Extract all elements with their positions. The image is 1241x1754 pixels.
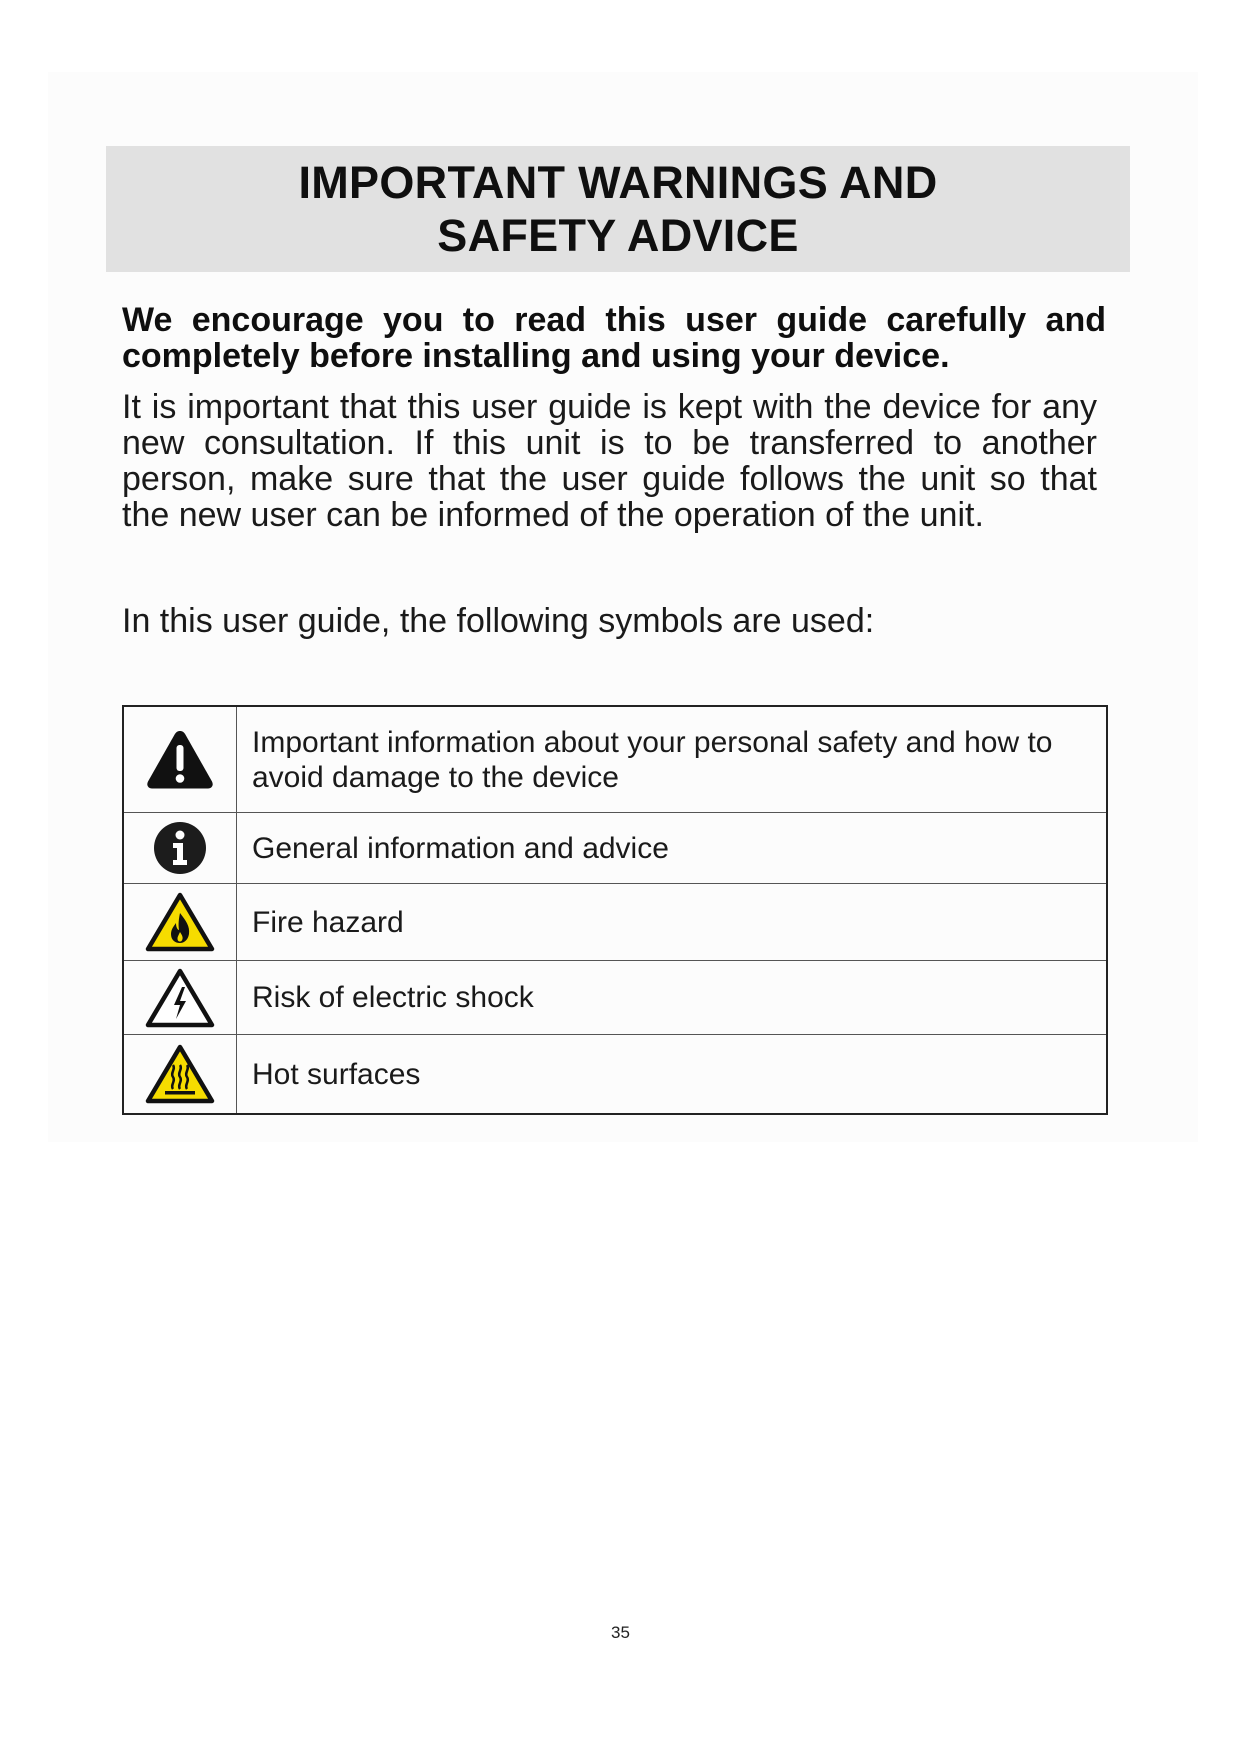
symbols-intro-text: In this user guide, the following symbols are used: [122,602,875,640]
table-row [123,706,1107,813]
symbols-table [122,705,1108,1115]
fire-hazard-icon [145,891,215,953]
info-icon [152,820,208,876]
title-banner [106,146,1130,272]
body-paragraph: It is important that this user guide is kept with the device for any new consultation. If this unit is to be transferred to another person, make sure that the user guide follows the unit so that the new user can be informed of the operation of the unit. [122,388,1097,534]
hot-surface-icon [145,1043,215,1105]
page-title-line-2: SAFETY ADVICE [437,210,799,261]
symbol-description: Hot surfaces [237,1035,1108,1115]
lead-paragraph: We encourage you to read this user guide carefully and completely before installing and using your device. [122,301,1106,375]
symbol-description: Important information about your personal safety and how to avoid damage to the device [237,706,1108,813]
electric-shock-icon [145,967,215,1029]
table-row [123,961,1107,1035]
table-row [123,813,1107,884]
symbol-description: Fire hazard [237,884,1108,961]
table-row [123,1035,1107,1115]
symbol-description: General information and advice [237,813,1108,884]
warning-exclamation-icon [145,728,215,792]
table-row [123,884,1107,961]
symbol-description: Risk of electric shock [237,961,1108,1035]
page-title-line-1: IMPORTANT WARNINGS AND [298,157,938,208]
page-number: 35 [611,1623,630,1642]
